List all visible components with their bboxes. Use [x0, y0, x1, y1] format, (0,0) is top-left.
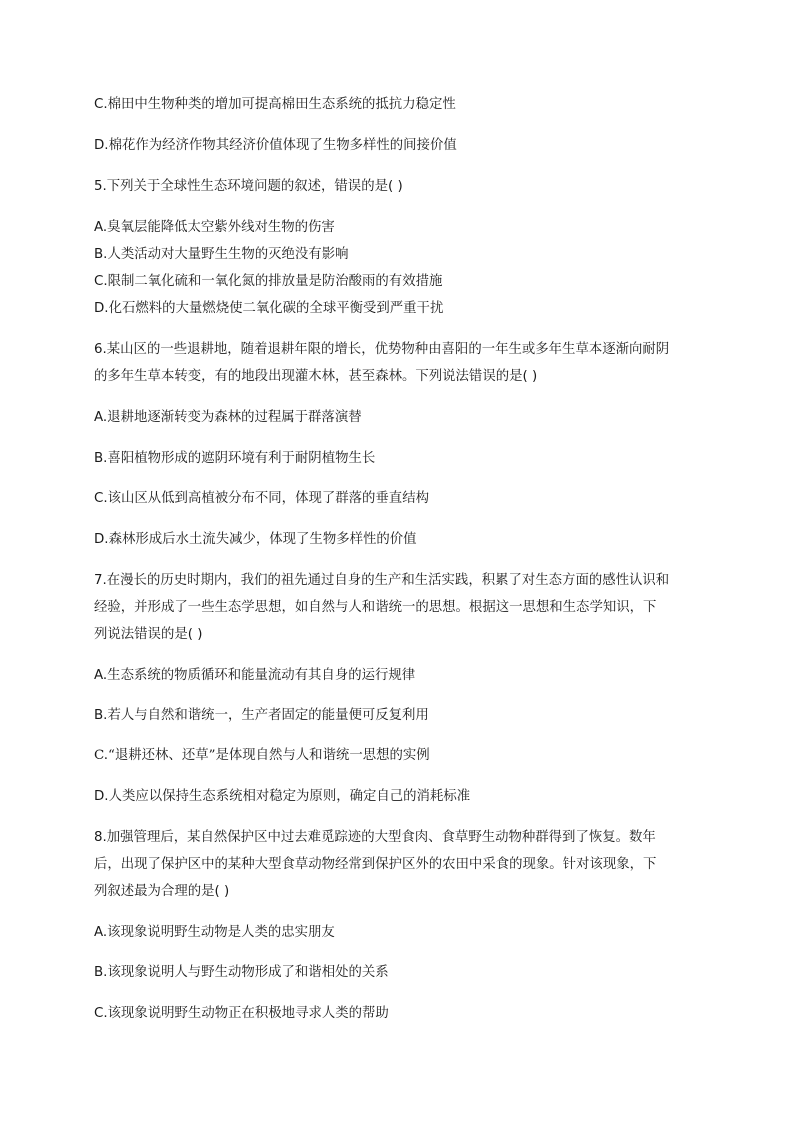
question-7-stem-line-2: 经验，并形成了一些生态学思想，如自然与人和谐统一的思想。根据这一思想和生态学知识，下	[94, 600, 657, 615]
option-c-q7: C.“退耕还林、还草”是体现自然与人和谐统一思想的实例	[94, 748, 430, 763]
question-6-stem-line-2: 的多年生草本转变，有的地段出现灌木林，甚至森林。下列说法错误的是( )	[94, 369, 538, 384]
option-c-q4: C.棉田中生物种类的增加可提高棉田生态系统的抵抗力稳定性	[94, 97, 456, 112]
question-8-stem-line-2: 后，出现了保护区中的某种大型食草动物经常到保护区外的农田中采食的现象。针对该现象，下	[94, 857, 657, 872]
option-c-q5: C.限制二氧化硫和一氧化氮的排放量是防治酸雨的有效措施	[94, 274, 443, 289]
option-c-q8: C.该现象说明野生动物正在积极地寻求人类的帮助	[94, 1006, 389, 1021]
option-a-q6: A.退耕地逐渐转变为森林的过程属于群落演替	[94, 410, 362, 425]
option-c-q6: C.该山区从低到高植被分布不同，体现了群落的垂直结构	[94, 491, 429, 506]
question-8-stem-line-1: 8.加强管理后，某自然保护区中过去难觅踪迹的大型食肉、食草野生动物种群得到了恢复。数年	[94, 830, 656, 845]
question-7-stem-line-1: 7.在漫长的历史时期内，我们的祖先通过自身的生产和生活实践，积累了对生态方面的感性认识和	[94, 573, 670, 588]
option-a-q8: A.该现象说明野生动物是人类的忠实朋友	[94, 925, 335, 940]
question-6-stem-line-1: 6.某山区的一些退耕地，随着退耕年限的增长，优势物种由喜阳的一年生或多年生草本逐渐向耐阴	[94, 342, 670, 357]
option-d-q5: D.化石燃料的大量燃烧使二氧化碳的全球平衡受到严重干扰	[94, 301, 444, 316]
option-b-q8: B.该现象说明人与野生动物形成了和谐相处的关系	[94, 965, 389, 980]
option-d-q4: D.棉花作为经济作物其经济价值体现了生物多样性的间接价值	[94, 138, 457, 153]
option-a-q5: A.臭氧层能降低太空紫外线对生物的伤害	[94, 220, 335, 235]
option-b-q6: B.喜阳植物形成的遮阴环境有利于耐阴植物生长	[94, 451, 376, 466]
question-7-stem-line-3: 列说法错误的是( )	[94, 627, 203, 642]
option-b-q7: B.若人与自然和谐统一，生产者固定的能量便可反复利用	[94, 708, 429, 723]
option-a-q7: A.生态系统的物质循环和能量流动有其自身的运行规律	[94, 668, 416, 683]
option-d-q7: D.人类应以保持生态系统相对稳定为原则，确定自己的消耗标准	[94, 789, 471, 804]
option-d-q6: D.森林形成后水土流失减少，体现了生物多样性的价值	[94, 532, 417, 547]
option-b-q5: B.人类活动对大量野生生物的灭绝没有影响	[94, 247, 349, 262]
question-5-stem: 5.下列关于全球性生态环境问题的叙述，错误的是( )	[94, 179, 403, 194]
question-8-stem-line-3: 列叙述最为合理的是( )	[94, 884, 230, 899]
